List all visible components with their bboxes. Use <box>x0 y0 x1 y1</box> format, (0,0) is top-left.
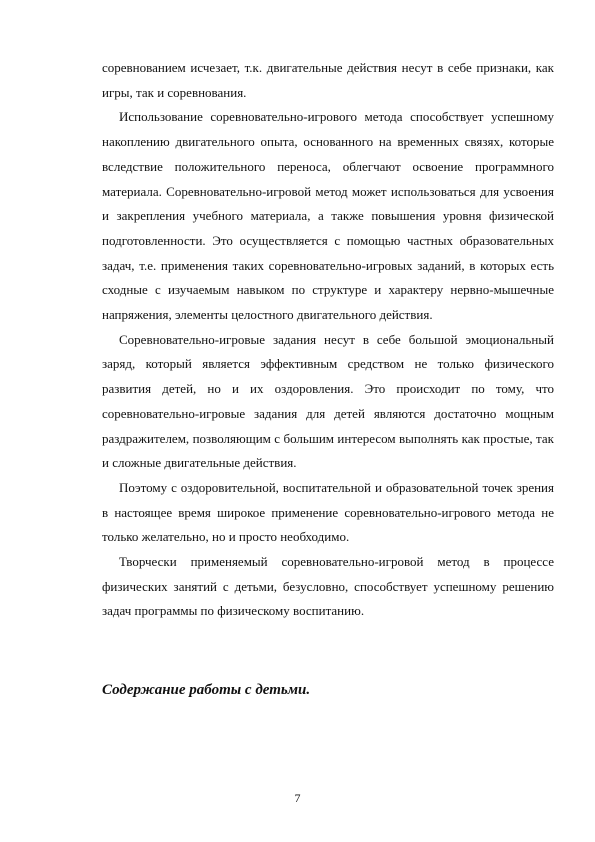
paragraph-4: Поэтому с оздоровительной, воспитательной и образовательной точек зрения в настоящее время широкое применение соревновательно-игрового метода не только желательно, но и просто необходимо. <box>102 479 554 545</box>
section-heading: Содержание работы с детьми. <box>102 682 311 698</box>
body-text <box>102 56 554 624</box>
paragraph-5: Творчески применяемый соревновательно-игровой метод в процессе физических занятий с детьми, безусловно, способствует успешному решению задач программы по физическому воспитанию. <box>102 554 554 619</box>
paragraph-2: Использование соревновательно-игрового метода способствует успешному накоплению двигательного опыта, основанного на временных связях, которые вследствие положительного переноса, облегчают освоение программного материала. Соревновательно-игровой метод может использоваться для усвоения и закрепления учебного материала, а также повышения уровня физической подготовленности. Это осуществляется с помощью частных образовательных задач, т.е. применения таких соревновательно-игровых заданий, в которых есть сходные с изучаемым навыком по структуре и характеру нервно-мышечные напряжения, элементы целостного двигательного действия. <box>102 109 554 323</box>
paragraph-1: соревнованием исчезает, т.к. двигательные действия несут в себе признаки, как игры, так и соревнования. <box>102 60 554 100</box>
page-number: 7 <box>294 791 301 805</box>
paragraph-3: Соревновательно-игровые задания несут в себе большой эмоциональный заряд, который является эффективным средством не только физического развития детей, но и их оздоровления. Это происходит по тому, что соревновательно-игровые задания для детей являются достаточно мощным раздражителем, позволяющим с большим интересом выполнять как простые, так и сложные двигательные действия. <box>102 331 554 471</box>
